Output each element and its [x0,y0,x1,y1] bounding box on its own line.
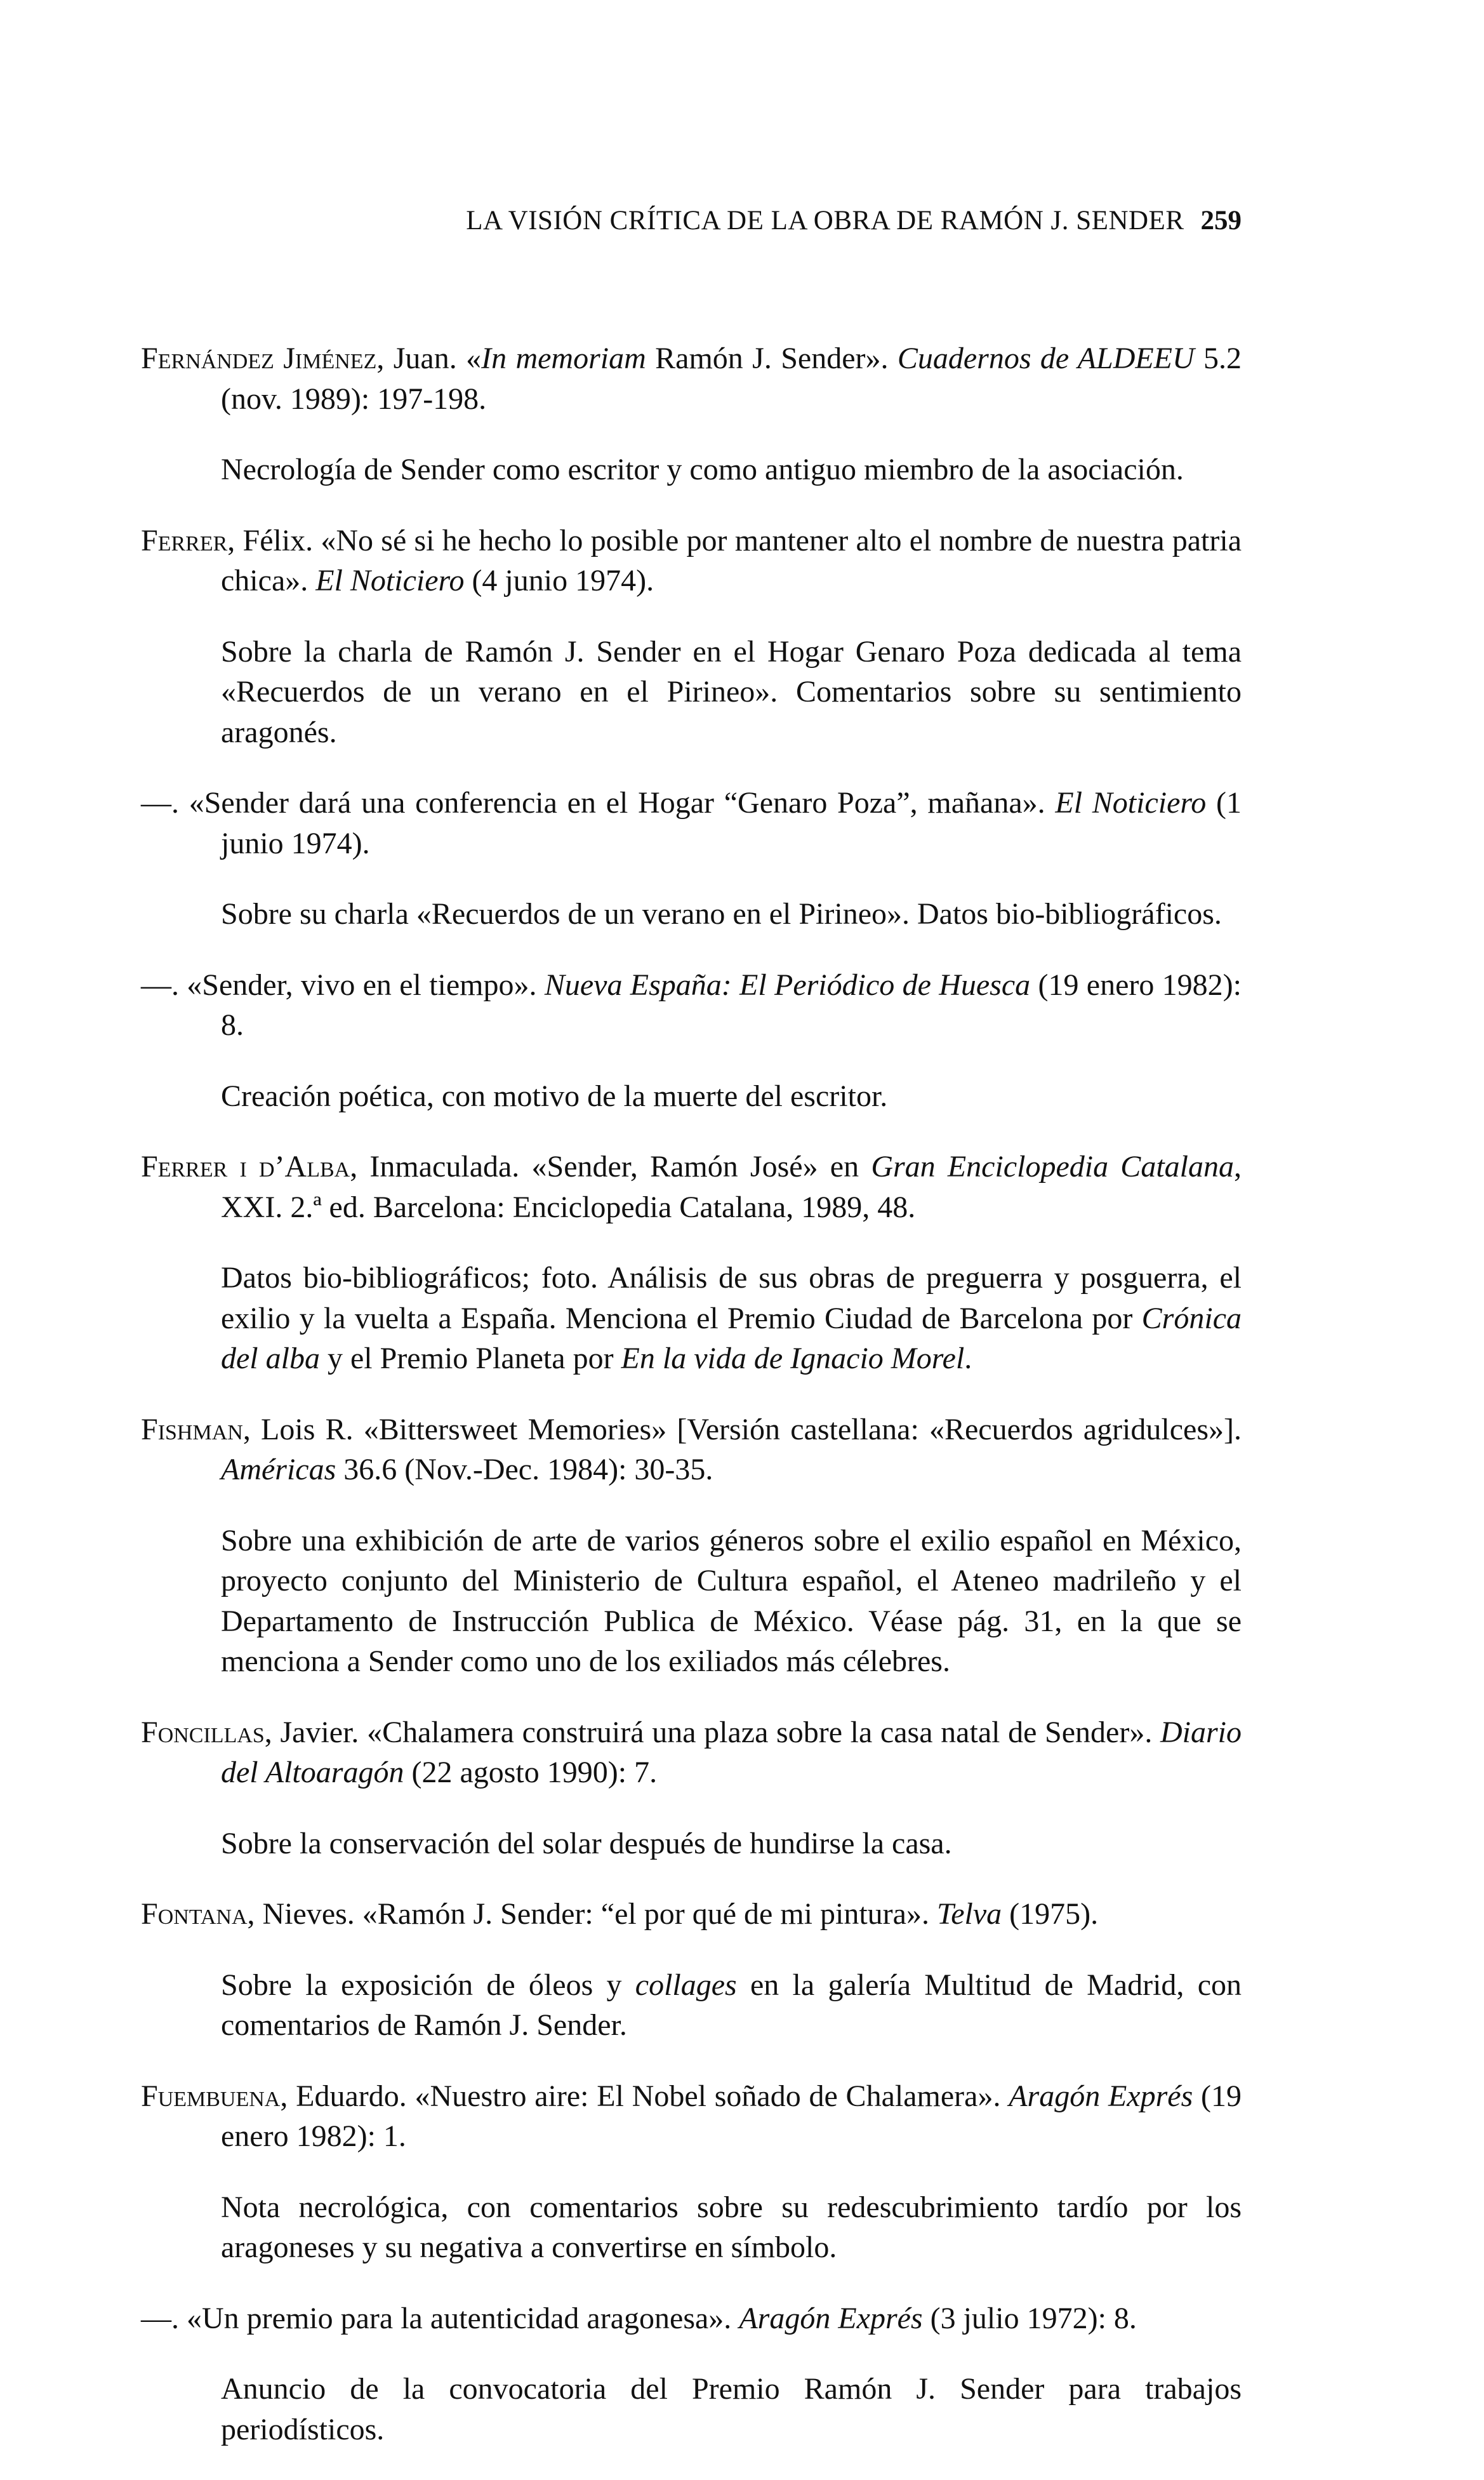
bibliography-entry [141,1894,1242,2046]
running-title: LA VISIÓN CRÍTICA DE LA OBRA DE RAMÓN J. SENDER [466,206,1184,236]
italic-title: Gran Enciclopedia Catalana [871,1150,1234,1183]
annotation: Sobre su charla «Recuerdos de un verano en el Pirineo». Datos bio-bibliográficos. [221,897,1222,931]
repeat-author-dash: —. [141,968,179,1002]
italic-title: Aragón Exprés [1009,2079,1193,2113]
italic-title: In memoriam [481,342,646,375]
citation: —. «Un premio para la autenticidad aragonesa». Aragón Exprés (3 julio 1972): 8. [141,2301,1137,2335]
page-number: 259 [1200,206,1242,236]
italic-title: Diario del Altoaragón [221,1715,1242,1789]
citation: Fernández Jiménez, Juan. «In memoriam Ramón J. Sender». Cuadernos de ALDEEU 5.2 (nov. 1989): 197-198. [141,342,1242,416]
citation: —. «Sender, vivo en el tiempo». Nueva España: El Periódico de Huesca (19 enero 1982): 8. [141,968,1242,1042]
citation: Fishman, Lois R. «Bittersweet Memories» [Versión castellana: «Recuerdos agridulces»]. Américas 36.6 (Nov.-Dec. 1984): 30-35. [141,1412,1242,1486]
citation: Ferrer, Félix. «No sé si he hecho lo posible por mantener alto el nombre de nuestra patria chica». El Noticiero (4 junio 1974). [141,523,1242,597]
italic-title: Cuadernos de ALDEEU [897,342,1195,375]
bibliography-entry [141,1147,1242,1379]
citation: Fontana, Nieves. «Ramón J. Sender: “el por qué de mi pintura». Telva (1975). [141,1897,1099,1931]
annotation: Necrología de Sender como escritor y como antiguo miembro de la asociación. [221,453,1184,486]
repeat-author-dash: —. [141,786,179,820]
bibliography-list [141,308,1242,2480]
author-name: Ferrer i d’Alba, [141,1150,358,1183]
citation: Foncillas, Javier. «Chalamera construirá una plaza sobre la casa natal de Sender». Diario del Altoaragón (22 agosto 1990): 7. [141,1715,1242,1789]
annotation: Datos bio-bibliográficos; foto. Análisis de sus obras de preguerra y posguerra, el exilio y la vuelta a España. Menciona el Premio Ciudad de Barcelona por Crónica del alba y el Premio Planeta por En la vida de Ignacio Morel. [221,1261,1242,1375]
italic-title: Telva [936,1897,1002,1931]
italic-title: collages [635,1968,737,2002]
bibliography-entry [141,965,1242,1117]
author-name: Foncillas, [141,1715,272,1749]
italic-title: El Noticiero [1055,786,1207,820]
annotation: Sobre una exhibición de arte de varios géneros sobre el exilio español en México, proyecto conjunto del Ministerio de Cultura español, el Ateneo madrileño y el Departamento de Instrucción Publica de México. Véase pág. 31, en la que se menciona a Sender como uno de los exiliados más célebres. [221,1523,1242,1678]
italic-title: Nueva España: El Periódico de Huesca [544,968,1031,1002]
author-name: Fuembuena, [141,2079,288,2113]
repeat-author-dash: —. [141,2301,179,2335]
annotation: Nota necrológica, con comentarios sobre su redescubrimiento tardío por los aragoneses y su negativa a convertirse en símbolo. [221,2190,1242,2264]
author-name: Fernández Jiménez, [141,342,385,375]
citation: Ferrer i d’Alba, Inmaculada. «Sender, Ramón José» en Gran Enciclopedia Catalana, XXI. 2.ª ed. Barcelona: Enciclopedia Catalana, 1989, 48. [141,1150,1242,1224]
annotation: Creación poética, con motivo de la muerte del escritor. [221,1079,888,1113]
bibliography-entry [141,338,1242,490]
annotation: Anuncio de la convocatoria del Premio Ramón J. Sender para trabajos periodísticos. [221,2372,1242,2446]
annotation: Sobre la exposición de óleos y collages en la galería Multitud de Madrid, con comentarios de Ramón J. Sender. [221,1968,1242,2042]
italic-title: Américas [221,1453,336,1486]
running-header [423,202,1242,240]
bibliography-entry [141,521,1242,753]
italic-title: En la vida de Ignacio Morel [621,1342,965,1375]
citation: Fuembuena, Eduardo. «Nuestro aire: El Nobel soñado de Chalamera». Aragón Exprés (19 enero 1982): 1. [141,2079,1242,2153]
bibliography-entry [141,1410,1242,1682]
citation: —. «Sender dará una conferencia en el Hogar “Genaro Poza”, mañana». El Noticiero (1 junio 1974). [141,786,1242,860]
author-name: Ferrer, [141,523,235,557]
annotation: Sobre la charla de Ramón J. Sender en el Hogar Genaro Poza dedicada al tema «Recuerdos de un verano en el Pirineo». Comentarios sobre su sentimiento aragonés. [221,634,1242,749]
italic-title: Aragón Exprés [739,2301,923,2335]
bibliography-entry [141,2076,1242,2268]
annotation: Sobre la conservación del solar después de hundirse la casa. [221,1826,952,1860]
bibliography-entry [141,783,1242,935]
author-name: Fishman, [141,1412,251,1446]
author-name: Fontana, [141,1897,255,1931]
bibliography-entry [141,1712,1242,1864]
italic-title: El Noticiero [315,564,465,597]
italic-title: Crónica del alba [221,1301,1242,1375]
bibliography-entry [141,2298,1242,2450]
